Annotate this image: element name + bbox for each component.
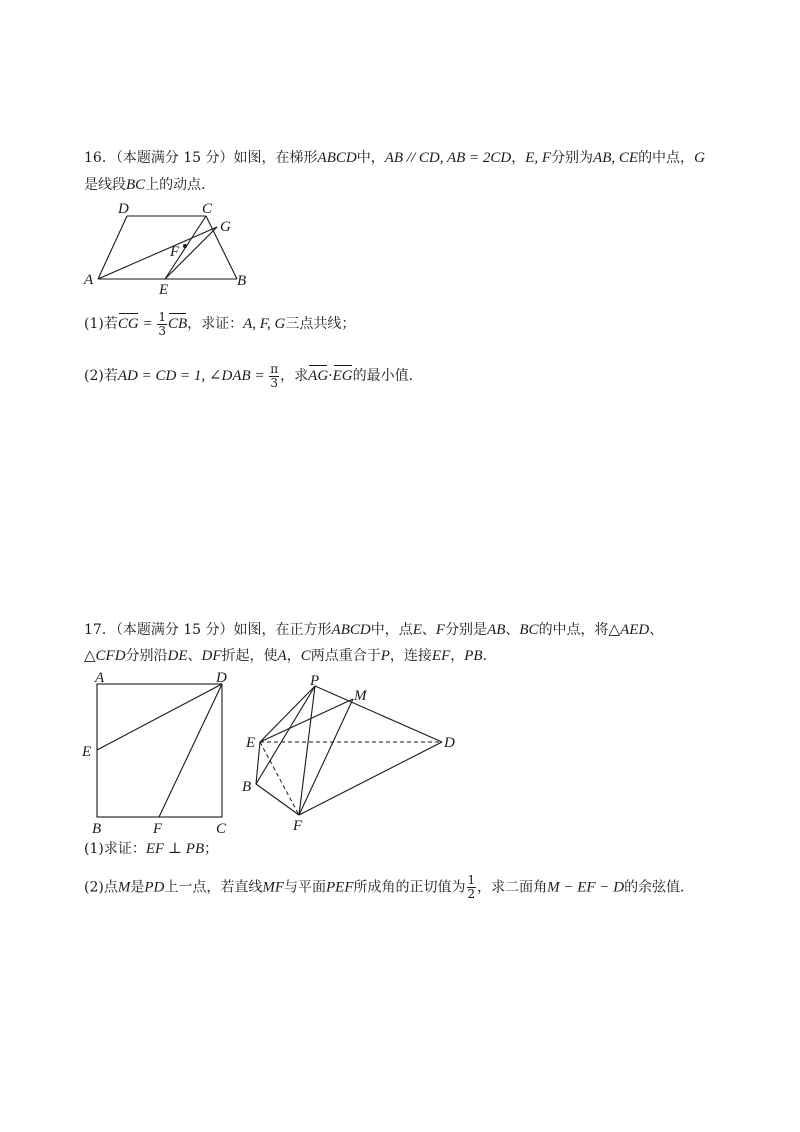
q17-text: ，连接	[389, 648, 432, 664]
q17-math: PD	[144, 879, 165, 896]
q17-text: ，求二面角	[477, 879, 548, 896]
fraction-pi-third	[269, 363, 279, 390]
label-d: D	[118, 201, 129, 217]
q17-line-1	[84, 620, 663, 640]
vector-ag: AG	[308, 362, 328, 386]
q16-text: 的中点，	[638, 150, 695, 166]
q17-math: A	[277, 648, 287, 664]
label-a: A	[84, 272, 94, 288]
q17-math: M − EF − D	[547, 879, 625, 896]
q17-text: 中，点	[370, 622, 413, 638]
solid-label-e: E	[246, 735, 256, 751]
q17-text: 的中点，将	[538, 622, 609, 638]
q16-text: ，求	[280, 368, 309, 384]
q17-math: BC	[519, 622, 539, 638]
q17-math: E	[412, 622, 422, 638]
q17-text: 所成角的正切值为	[353, 879, 466, 896]
q16-line-2	[84, 175, 215, 195]
q16-part2	[84, 362, 423, 390]
q17-math: EF	[431, 648, 451, 664]
q16-text: 三点共线；	[285, 316, 356, 332]
dot-operator: ·	[328, 368, 333, 384]
vector-eg: EG	[333, 362, 353, 386]
q17-math: ABCD	[331, 622, 371, 638]
q17-math: △AED	[608, 622, 650, 638]
q16-math: AB, CE	[593, 150, 639, 166]
q16-number: 16．	[84, 150, 116, 166]
q17-math: AB	[487, 622, 506, 638]
q17-text: ，	[286, 648, 301, 664]
q17-math: C	[300, 648, 311, 664]
q17-text: 是	[130, 879, 145, 896]
q17-text: ，	[450, 648, 465, 664]
q16-math: G	[694, 150, 705, 166]
q17-text: ；	[204, 841, 219, 857]
q16-text: ，求证：	[187, 316, 244, 332]
denominator: 2	[467, 887, 476, 901]
q17-text: 折起，使	[221, 648, 278, 664]
q17-math: DE	[167, 648, 188, 664]
denominator: 3	[158, 323, 166, 338]
q17-number: 17．	[84, 622, 116, 638]
fraction-one-third	[157, 311, 167, 338]
label-e: E	[159, 282, 169, 298]
label-c: C	[202, 201, 213, 217]
solid-label-m: M	[354, 688, 367, 704]
q16-text: 的最小值．	[352, 368, 423, 384]
vector-cb: CB	[168, 310, 187, 334]
square-label-c: C	[216, 821, 227, 837]
q16-math: ABCD	[317, 150, 357, 166]
q17-math: PB	[464, 648, 483, 664]
q17-text: 上一点，若直线	[164, 879, 263, 896]
denominator: 3	[270, 375, 279, 390]
q17-text: ．	[482, 648, 497, 664]
q16-math: =	[138, 316, 157, 332]
q17-square-figure	[80, 672, 250, 837]
q17-solid-figure	[240, 672, 470, 837]
q17-math: DF	[201, 648, 222, 664]
square-label-e: E	[82, 744, 92, 760]
solid-label-p: P	[310, 673, 320, 689]
q16-math: E, F	[525, 150, 552, 166]
numerator: 1	[158, 309, 166, 324]
q16-text: 中，	[356, 150, 385, 166]
solid-label-d: D	[444, 735, 455, 751]
q16-text: ，	[511, 150, 526, 166]
q17-text: 、	[649, 622, 664, 638]
q17-part1	[84, 839, 218, 859]
q17-text: 与平面	[284, 879, 327, 896]
q17-text: 、	[505, 622, 520, 638]
q16-text: (1)若	[84, 316, 118, 332]
q17-part2	[84, 874, 694, 901]
numerator: 1	[467, 873, 476, 887]
label-f: F	[170, 244, 180, 260]
q16-math: AD = CD = 1, ∠DAB =	[117, 368, 269, 384]
q17-math: M	[117, 879, 131, 896]
q17-text: 分别是	[445, 622, 488, 638]
q17-line-2	[84, 646, 497, 666]
label-b: B	[237, 273, 247, 289]
fraction-one-half	[467, 874, 477, 901]
q17-text: 两点重合于	[310, 648, 381, 664]
q16-math: A, F, G	[243, 316, 286, 332]
q17-math: P	[380, 648, 390, 664]
q16-math: AB // CD, AB = 2CD	[384, 150, 512, 166]
q16-text: 是线段	[84, 177, 126, 193]
numerator: π	[270, 361, 279, 376]
q17-score: （本题满分 15 分）	[115, 622, 234, 638]
square-label-a: A	[95, 670, 105, 686]
q17-math: PEF	[326, 879, 354, 896]
q17-text: (2)点	[84, 879, 118, 896]
q16-text: 上的动点．	[145, 177, 216, 193]
q17-text: 、	[187, 648, 202, 664]
q17-text: 分别沿	[125, 648, 168, 664]
q17-text: 、	[421, 622, 436, 638]
square-label-f: F	[153, 821, 163, 837]
solid-label-f: F	[293, 818, 303, 834]
q16-trapezoid-figure	[80, 198, 280, 298]
q17-math: F	[435, 622, 446, 638]
q16-part1	[84, 310, 355, 338]
q16-math: BC	[126, 177, 146, 193]
q17-math: △CFD	[84, 648, 126, 664]
q16-text: (2)若	[84, 368, 118, 384]
q17-math: MF	[262, 879, 285, 896]
q16-text: 如图，在梯形	[233, 150, 318, 166]
solid-label-b: B	[242, 779, 252, 795]
q17-text: 的余弦值．	[624, 879, 695, 896]
label-g: G	[220, 219, 231, 235]
q16-text: 分别为	[551, 150, 594, 166]
vector-cg: CG	[118, 310, 139, 334]
q16-score: （本题满分 15 分）	[115, 150, 234, 166]
q17-math: EF ⊥ PB	[145, 841, 205, 857]
square-label-d: D	[216, 670, 227, 686]
q16-line-1	[84, 148, 705, 168]
q17-text: (1)求证：	[84, 841, 146, 857]
square-label-b: B	[92, 821, 102, 837]
q17-text: 如图，在正方形	[233, 622, 332, 638]
point-f-dot	[183, 244, 187, 248]
